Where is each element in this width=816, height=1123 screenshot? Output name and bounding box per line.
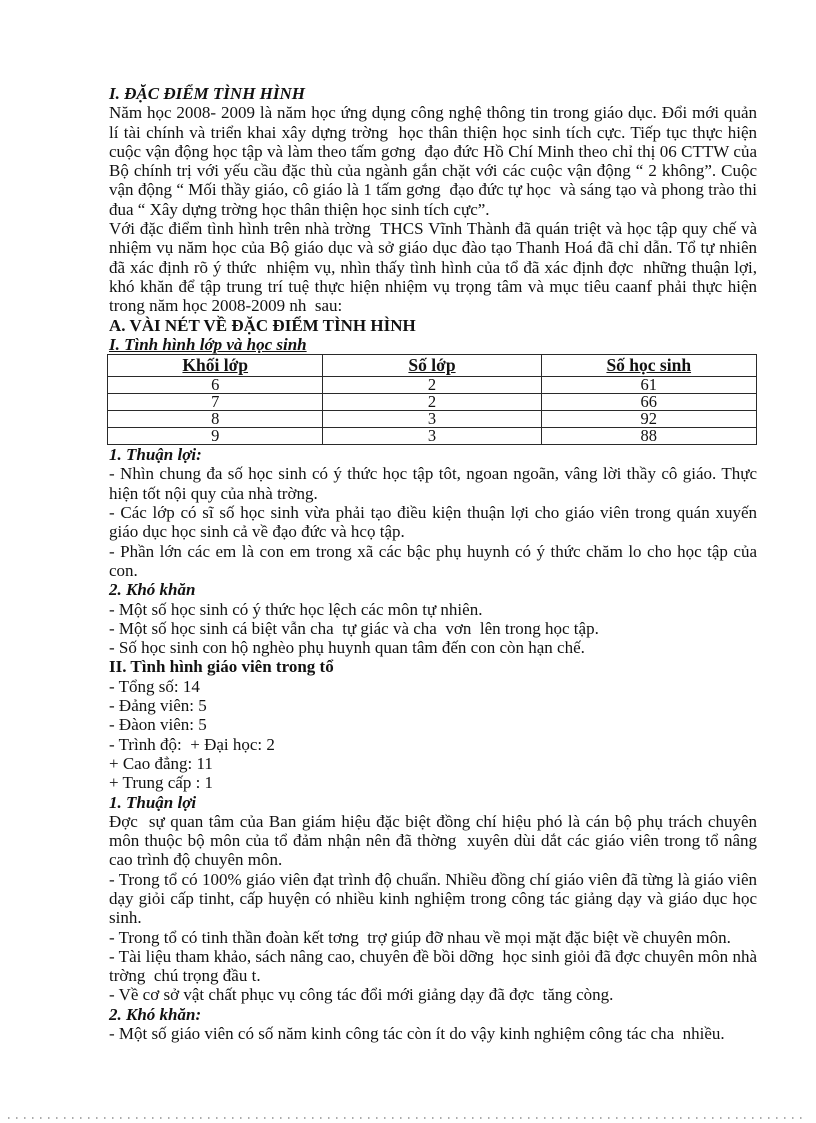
teacher-stat-college: + Cao đẳng: 11 [109,753,213,773]
cell-classes: 3 [323,411,541,428]
cell-grade: 6 [108,377,323,394]
page-bottom-dotted-line [8,1117,808,1119]
cell-classes: 3 [323,428,541,445]
table-header-so-hoc-sinh: Số học sinh [541,355,756,377]
para-context-nha-truong: Với đặc điểm tình hình trên nhà trờng THCS Vĩnh Thành đã quán triệt và học tập quy chế và nhiệm vụ năm học của Bộ giáo dục và sở giáo dục đào tạo Thanh Hoá đã chỉ dẫn. Tổ tự nhiên đã xác định rõ ý thức nhiệm vụ, nhìn thấy tình hình của tổ đã xác định đợc những thuận lợi, khó khăn để tập trung trí tuệ thực hiện nhiệm vụ trọng tâm và mục tiêu caanf phải thực hiện trong năm học 2008-2009 nh sau: [109,219,762,316]
heading-kho-khan-1: 2. Khó khăn [109,580,196,600]
heading-vai-net: A. VÀI NÉT VỀ ĐẶC ĐIỂM TÌNH HÌNH [109,315,416,335]
advantage-item: - Trong tổ có tinh thần đoàn kết tơng trợ giúp đỡ nhau về mọi mặt đặc biệt về chuyên môn. [109,927,731,947]
cell-students: 92 [541,411,756,428]
advantage-item: - Tài liệu tham khảo, sách nâng cao, chuyên đề bồi dỡng học sinh giỏi đã đợc chuyên môn nhà trờng chú trọng đầu t. [109,946,762,986]
para-ban-giam-hieu: Đợc sự quan tâm của Ban giám hiệu đặc biệt đồng chí hiệu phó là cán bộ phụ trách chuyên môn thuộc bộ môn của tổ đảm nhận nên đã thờng xuyên dùi dắt các giáo viên trong tổ nâng cao trình độ chuyên môn. [109,811,762,870]
advantage-item: - Các lớp có sĩ số học sinh vừa phải tạo điều kiện thuận lợi cho giáo viên trong quán xuyến giáo dục học sinh cả về đạo đức và hcọ tập. [109,503,762,542]
heading-thuan-loi-2: 1. Thuận lợi [109,792,197,812]
table-row [108,411,757,428]
heading-thuan-loi-1: 1. Thuận lợi: [109,445,202,465]
class-enrollment-table [107,354,757,445]
cell-grade: 7 [108,394,323,411]
difficulty-item: - Một số học sinh cá biệt vẫn cha tự giác và cha vơn lên trong học tập. [109,618,599,638]
heading-tinh-hinh-lop: I. Tình hình lớp và học sinh [109,334,307,354]
teacher-stat-intermediate: + Trung cấp : 1 [109,773,214,793]
teacher-stat-degree: - Trình độ: + Đại học: 2 [109,734,275,754]
difficulty-item: - Một số học sinh có ý thức học lệch các môn tự nhiên. [109,599,483,619]
difficulty-item: - Số học sinh con hộ nghèo phụ huynh quan tâm đến con còn hạn chế. [109,638,585,658]
advantage-item: - Phần lớn các em là con em trong xã các bậc phụ huynh có ý thức chăm lo cho học tập của con. [109,541,762,580]
para-intro-nam-hoc: Năm học 2008- 2009 là năm học ứng dụng công nghệ thông tin trong giáo dục. Đổi mới quản lí tài chính và triển khai xây dựng trờng học thân thiện học sinh tích cực. Tiếp tục thực hiện cuộc vận động học tập và làm theo tấm gơng đạo đức Hồ Chí Minh theo chỉ thị 06 CTTW của Bộ chính trị với yếu cầu đặc thù của ngành gắn chặt với các cuộc vận động “ 2 không”. Cuộc vận động “ Mối thầy giáo, cô giáo là 1 tấm gơng đạo đức tự học và sáng tạo và phong trào thi đua “ Xây dựng trờng học thân thiện học sinh tích cực”. [109,103,762,219]
table-row [108,377,757,394]
table-row [108,394,757,411]
teacher-stat-party: - Đảng viên: 5 [109,696,207,716]
table-header-khoi-lop: Khối lớp [108,355,323,377]
cell-classes: 2 [323,377,541,394]
advantage-item: - Nhìn chung đa số học sinh có ý thức học tập tôt, ngoan ngoãn, vâng lời thầy cô giáo. Thực hiện tốt nội quy của nhà trờng. [109,464,762,503]
table-header-so-lop: Số lớp [323,355,541,377]
cell-classes: 2 [323,394,541,411]
teacher-stat-total: - Tổng số: 14 [109,676,200,696]
cell-students: 88 [541,428,756,445]
teacher-stat-union: - Đàon viên: 5 [109,715,207,735]
advantage-item: - Trong tổ có 100% giáo viên đạt trình độ chuẩn. Nhiều đồng chí giáo viên đã từng là giáo viên dạy giỏi cấp tinht, cấp huyện có nhiều kinh nghiệm trong công tác giảng dạy và giáo dục học sinh. [109,869,762,928]
cell-students: 61 [541,377,756,394]
heading-kho-khan-2: 2. Khó khăn: [109,1004,202,1024]
advantage-item: - Về cơ sở vật chất phục vụ công tác đổi mới giảng dạy đã đợc tăng còng. [109,985,614,1005]
cell-students: 66 [541,394,756,411]
heading-dac-diem-tinh-hinh: I. ĐẶC ĐIỂM TÌNH HÌNH [109,84,306,103]
table-header-row [108,355,757,377]
cell-grade: 9 [108,428,323,445]
difficulty-item: - Một số giáo viên có số năm kinh công tác còn ít do vậy kinh nghiệm công tác cha nhiều. [109,1024,725,1044]
cell-grade: 8 [108,411,323,428]
table-row [108,428,757,445]
heading-giao-vien: II. Tình hình giáo viên trong tổ [109,657,334,677]
document-content [109,84,762,1044]
